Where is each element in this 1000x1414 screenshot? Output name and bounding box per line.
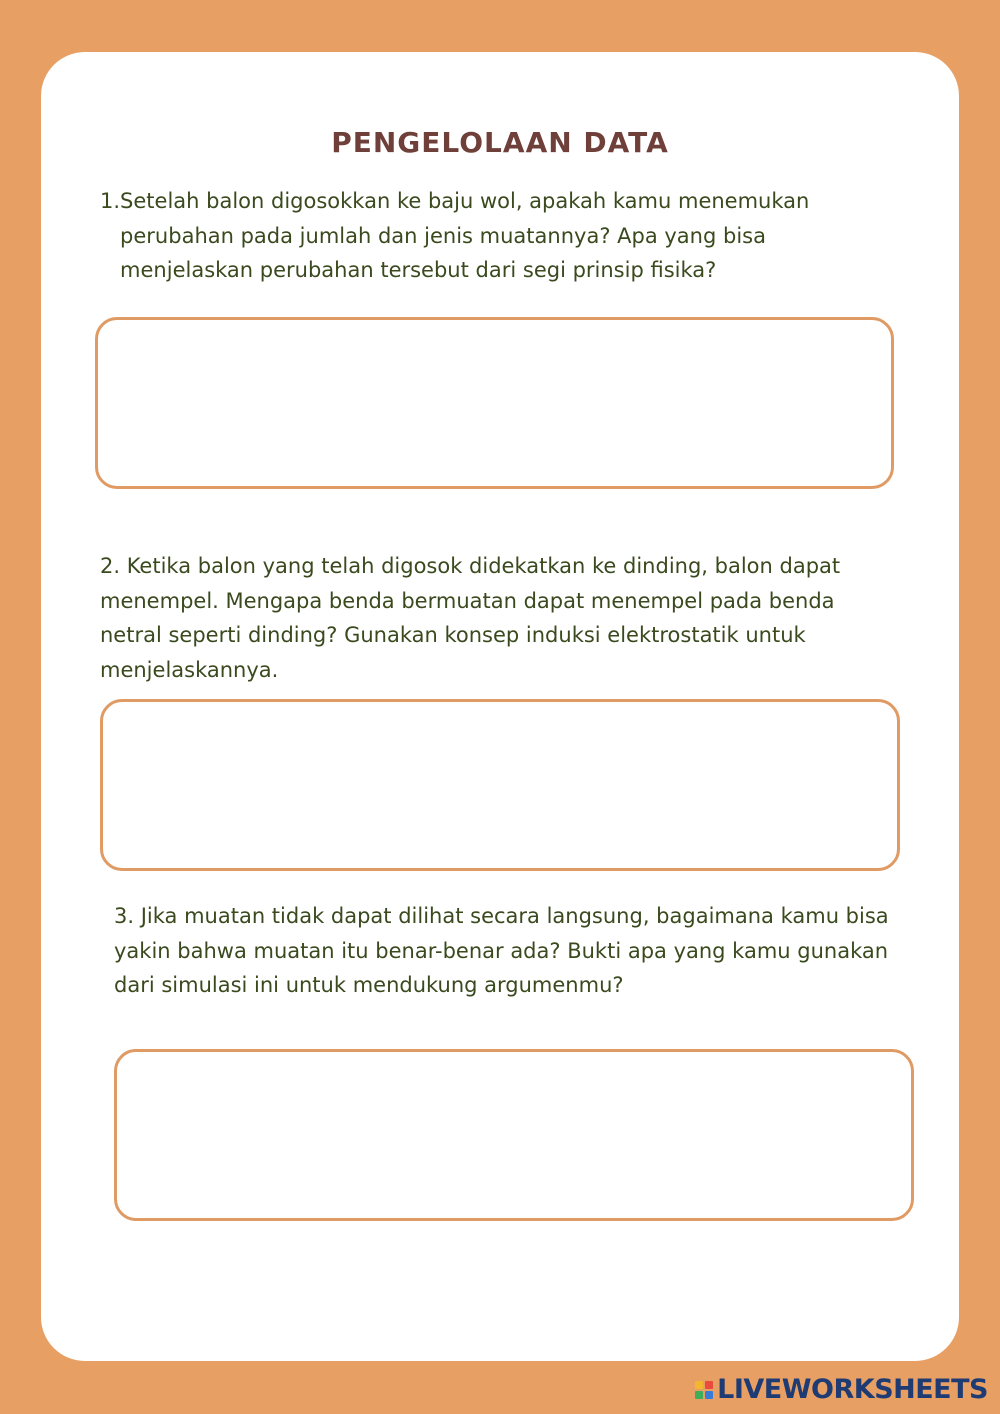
logo-square-1: [695, 1381, 703, 1389]
liveworksheets-logo-icon: [695, 1381, 713, 1399]
logo-square-4: [705, 1391, 713, 1399]
logo-square-3: [695, 1391, 703, 1399]
answer-box-3[interactable]: [114, 1049, 914, 1221]
brand-name: LIVEWORKSHEETS: [717, 1374, 988, 1405]
question-1-number: 1.: [100, 189, 121, 213]
question-1: [100, 184, 900, 288]
question-2: 2. Ketika balon yang telah digosok didekatkan ke dinding, balon dapat menempel. Mengapa benda bermuatan dapat menempel pada benda netral seperti dinding? Gunakan konsep induksi elektrostatik untuk menjelaskannya.: [100, 554, 841, 682]
answer-box-2[interactable]: [100, 699, 900, 871]
question-3: 3. Jika muatan tidak dapat dilihat secara langsung, bagaimana kamu bisa yakin bahwa muatan itu benar-benar ada? Bukti apa yang kamu gunakan dari simulasi ini untuk mendukung argumenmu?: [114, 904, 889, 997]
logo-square-2: [705, 1381, 713, 1389]
question-1-text: Setelah balon digosokkan ke baju wol, apakah kamu menemukan perubahan pada jumlah dan jenis muatannya? Apa yang bisa menjelaskan perubahan tersebut dari segi prinsip fisika?: [120, 189, 810, 282]
answer-box-1[interactable]: [95, 317, 894, 489]
page-title: PENGELOLAAN DATA: [331, 126, 669, 159]
liveworksheets-brand[interactable]: [695, 1374, 988, 1405]
